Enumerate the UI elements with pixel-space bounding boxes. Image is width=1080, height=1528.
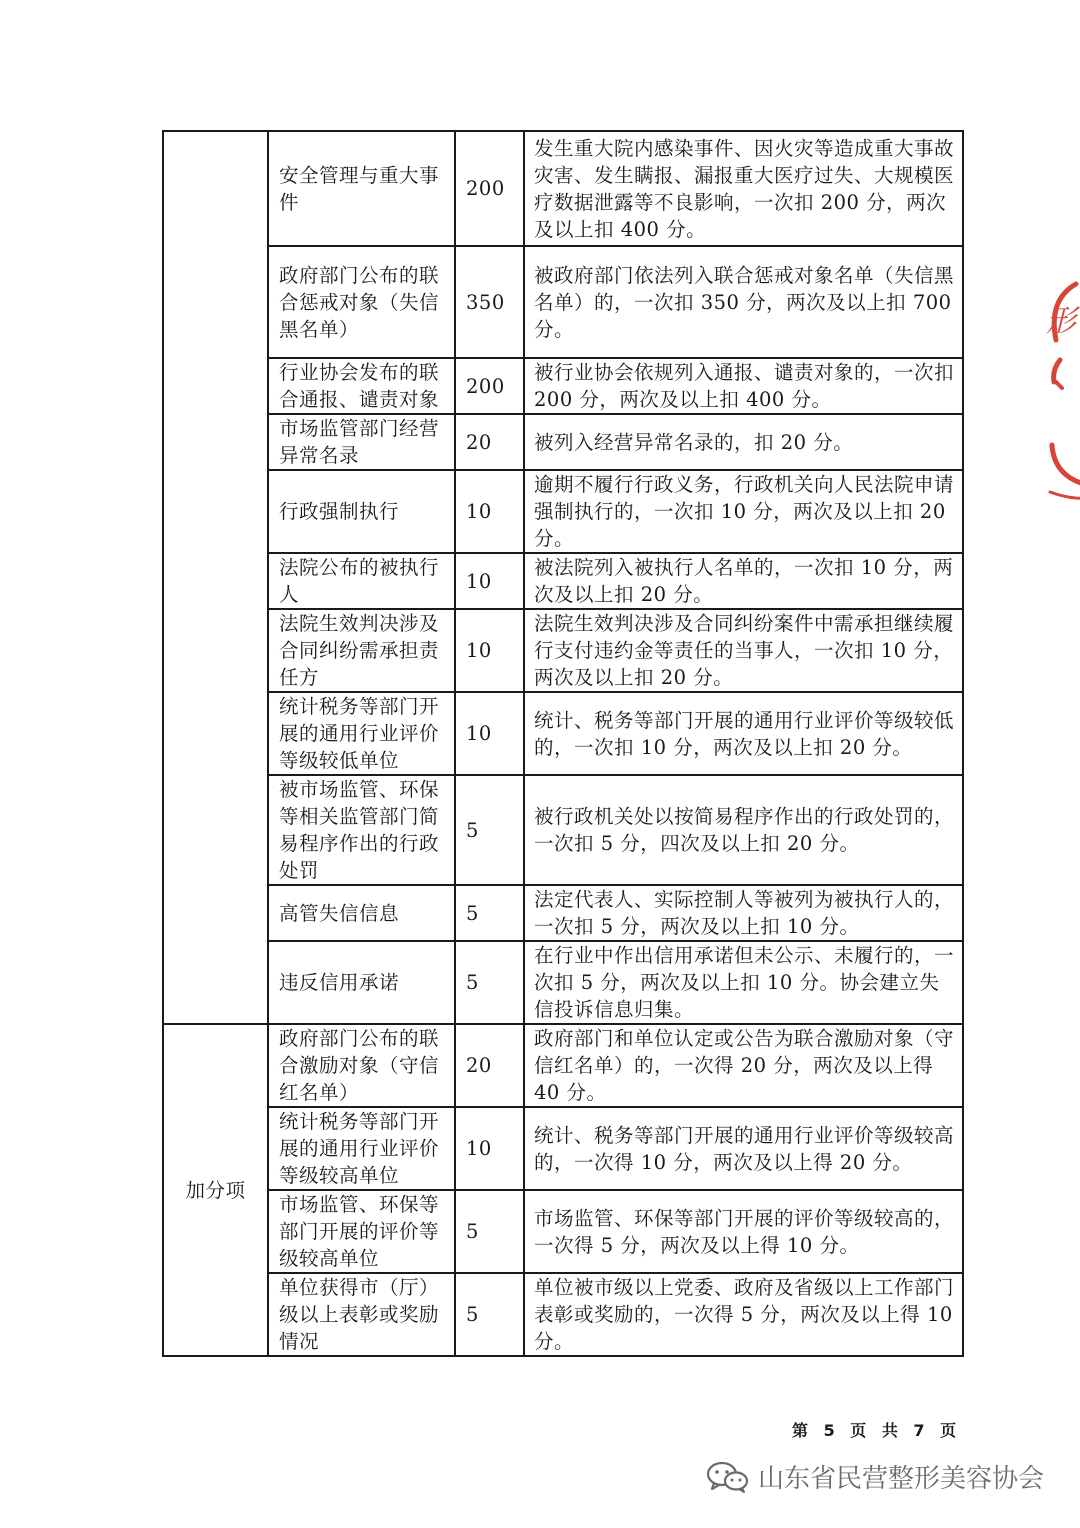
description-cell: 统计、税务等部门开展的通用行业评价等级较低的，一次扣 10 分，两次及以上扣 20 分。 xyxy=(524,692,963,775)
table-row xyxy=(163,885,963,941)
description-cell: 市场监管、环保等部门开展的评价等级较高的，一次得 5 分，两次及以上得 10 分。 xyxy=(524,1190,963,1273)
description-cell: 统计、税务等部门开展的通用行业评价等级较高的，一次得 10 分，两次及以上得 20 分。 xyxy=(524,1107,963,1190)
seal-character: 形 xyxy=(1046,304,1076,339)
description-cell: 单位被市级以上党委、政府及省级以上工作部门表彰或奖励的，一次得 5 分，两次及以上得 10 分。 xyxy=(524,1273,963,1356)
wechat-icon xyxy=(706,1460,750,1494)
points-cell: 350 xyxy=(455,246,524,358)
points-cell: 10 xyxy=(455,1107,524,1190)
description-cell: 在行业中作出信用承诺但未公示、未履行的，一次扣 5 分，两次及以上扣 10 分。协会建立失信投诉信息归集。 xyxy=(524,941,963,1024)
points-cell: 5 xyxy=(455,1190,524,1273)
table-row xyxy=(163,1024,963,1107)
points-cell: 200 xyxy=(455,358,524,414)
page-footer: 第 5 页 共 7 页 xyxy=(792,1421,962,1440)
scoring-table xyxy=(162,130,964,1357)
points-cell: 5 xyxy=(455,941,524,1024)
description-cell: 法定代表人、实际控制人等被列为被执行人的，一次扣 5 分，两次及以上扣 10 分。 xyxy=(524,885,963,941)
points-cell: 10 xyxy=(455,553,524,609)
table-row xyxy=(163,1190,963,1273)
points-cell: 10 xyxy=(455,470,524,553)
item-cell: 市场监管部门经营异常名录 xyxy=(268,414,455,470)
points-cell: 10 xyxy=(455,692,524,775)
description-cell: 逾期不履行行政义务，行政机关向人民法院申请强制执行的，一次扣 10 分，两次及以上扣 20 分。 xyxy=(524,470,963,553)
item-cell: 单位获得市（厅）级以上表彰或奖励情况 xyxy=(268,1273,455,1356)
watermark-text: 山东省民营整形美容协会 xyxy=(758,1464,1045,1494)
description-cell: 被政府部门依法列入联合惩戒对象名单（失信黑名单）的，一次扣 350 分，两次及以上扣 700 分。 xyxy=(524,246,963,358)
item-cell: 政府部门公布的联合激励对象（守信红名单） xyxy=(268,1024,455,1107)
description-cell: 被列入经营异常名录的，扣 20 分。 xyxy=(524,414,963,470)
item-cell: 政府部门公布的联合惩戒对象（失信黑名单） xyxy=(268,246,455,358)
description-cell: 被行政机关处以按简易程序作出的行政处罚的，一次扣 5 分，四次及以上扣 20 分。 xyxy=(524,775,963,885)
table-row xyxy=(163,775,963,885)
points-cell: 20 xyxy=(455,414,524,470)
points-cell: 20 xyxy=(455,1024,524,1107)
description-cell: 发生重大院内感染事件、因火灾等造成重大事故灾害、发生瞒报、漏报重大医疗过失、大规模医疗数据泄露等不良影响，一次扣 200 分，两次及以上扣 400 分。 xyxy=(524,131,963,246)
points-cell: 5 xyxy=(455,775,524,885)
table-row xyxy=(163,941,963,1024)
table-row xyxy=(163,414,963,470)
table-row xyxy=(163,358,963,414)
description-cell: 被行业协会依规列入通报、谴责对象的，一次扣 200 分，两次及以上扣 400 分。 xyxy=(524,358,963,414)
table-row xyxy=(163,131,963,246)
item-cell: 法院生效判决涉及合同纠纷需承担责任方 xyxy=(268,609,455,692)
description-cell: 政府部门和单位认定或公告为联合激励对象（守信红名单）的，一次得 20 分，两次及以上得 40 分。 xyxy=(524,1024,963,1107)
table-row xyxy=(163,553,963,609)
points-cell: 5 xyxy=(455,1273,524,1356)
description-cell: 法院生效判决涉及合同纠纷案件中需承担继续履行支付违约金等责任的当事人，一次扣 10 分，两次及以上扣 20 分。 xyxy=(524,609,963,692)
item-cell: 市场监管、环保等部门开展的评价等级较高单位 xyxy=(268,1190,455,1273)
category-cell-deduction xyxy=(163,131,268,1024)
points-cell: 200 xyxy=(455,131,524,246)
points-cell: 10 xyxy=(455,609,524,692)
item-cell: 安全管理与重大事件 xyxy=(268,131,455,246)
category-cell-bonus: 加分项 xyxy=(163,1024,268,1356)
item-cell: 被市场监管、环保等相关监管部门简易程序作出的行政处罚 xyxy=(268,775,455,885)
item-cell: 统计税务等部门开展的通用行业评价等级较高单位 xyxy=(268,1107,455,1190)
item-cell: 违反信用承诺 xyxy=(268,941,455,1024)
table-row xyxy=(163,692,963,775)
watermark xyxy=(706,1458,1044,1495)
table-row xyxy=(163,246,963,358)
table-row xyxy=(163,1107,963,1190)
item-cell: 行政强制执行 xyxy=(268,470,455,553)
item-cell: 高管失信信息 xyxy=(268,885,455,941)
item-cell: 法院公布的被执行人 xyxy=(268,553,455,609)
item-cell: 统计税务等部门开展的通用行业评价等级较低单位 xyxy=(268,692,455,775)
table-row xyxy=(163,1273,963,1356)
item-cell: 行业协会发布的联合通报、谴责对象 xyxy=(268,358,455,414)
description-cell: 被法院列入被执行人名单的，一次扣 10 分，两次及以上扣 20 分。 xyxy=(524,553,963,609)
points-cell: 5 xyxy=(455,885,524,941)
table-row xyxy=(163,609,963,692)
table-row xyxy=(163,470,963,553)
